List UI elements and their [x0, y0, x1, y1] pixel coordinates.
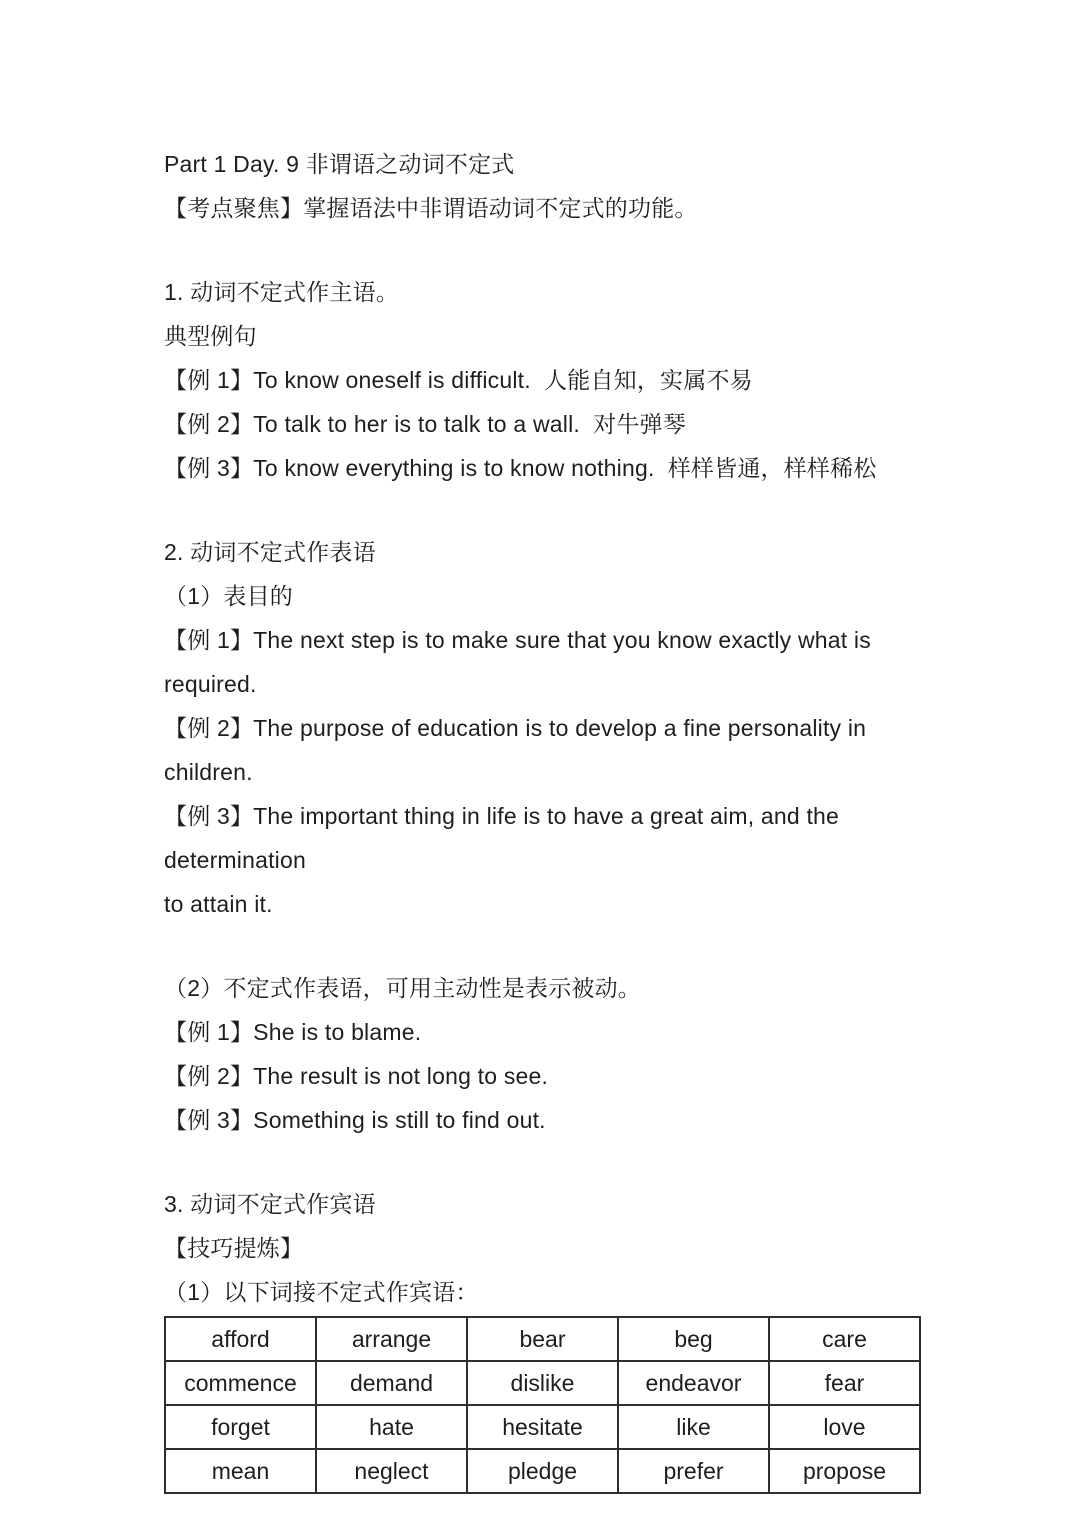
verb-cell: mean [165, 1449, 316, 1493]
verb-cell: prefer [618, 1449, 769, 1493]
verb-table-row [165, 1317, 920, 1361]
verb-cell: neglect [316, 1449, 467, 1493]
verb-table-row [165, 1449, 920, 1493]
verb-cell: bear [467, 1317, 618, 1361]
verb-cell: endeavor [618, 1361, 769, 1405]
verb-table-row [165, 1361, 920, 1405]
verb-cell: forget [165, 1405, 316, 1449]
s1-example-2: 【例 2】To talk to her is to talk to a wall. 对牛弹琴 [164, 411, 686, 437]
verb-cell: demand [316, 1361, 467, 1405]
document-content [164, 142, 921, 1494]
section-1-heading: 1. 动词不定式作主语。 [164, 279, 399, 305]
s2-sub1-heading: （1）表目的 [164, 583, 293, 609]
verb-cell: afford [165, 1317, 316, 1361]
verb-cell: commence [165, 1361, 316, 1405]
verb-cell: like [618, 1405, 769, 1449]
s2-sub1-example-2: 【例 2】The purpose of education is to develop a fine personality in children. [164, 715, 873, 785]
verb-cell: hate [316, 1405, 467, 1449]
verb-cell: care [769, 1317, 920, 1361]
verb-cell: hesitate [467, 1405, 618, 1449]
s1-example-3: 【例 3】To know everything is to know nothing. 样样皆通，样样稀松 [164, 455, 877, 481]
verb-cell: love [769, 1405, 920, 1449]
skill-tip-label: 【技巧提炼】 [164, 1235, 304, 1261]
s2-sub2-heading: （2）不定式作表语，可用主动性是表示被动。 [164, 975, 641, 1001]
section-2-heading: 2. 动词不定式作表语 [164, 539, 376, 565]
typical-examples-label: 典型例句 [164, 323, 257, 349]
doc-title: Part 1 Day. 9 非谓语之动词不定式 [164, 151, 515, 177]
verb-cell: pledge [467, 1449, 618, 1493]
verb-cell: fear [769, 1361, 920, 1405]
section-3-heading: 3. 动词不定式作宾语 [164, 1191, 376, 1217]
s2-sub2-example-1: 【例 1】She is to blame. [164, 1019, 422, 1045]
s2-sub1-example-3-line-1: 【例 3】The important thing in life is to have a great aim, and the determination [164, 803, 846, 873]
verb-table-row [165, 1405, 920, 1449]
s2-sub1-example-1: 【例 1】The next step is to make sure that you know exactly what is required. [164, 627, 878, 697]
s2-sub2-example-2: 【例 2】The result is not long to see. [164, 1063, 549, 1089]
s1-example-1: 【例 1】To know oneself is difficult. 人能自知，实属不易 [164, 367, 753, 393]
verb-cell: beg [618, 1317, 769, 1361]
s2-sub1-example-3-line-2: to attain it. [164, 891, 273, 917]
verb-table [164, 1316, 921, 1494]
verb-cell: propose [769, 1449, 920, 1493]
s2-sub2-example-3: 【例 3】Something is still to find out. [164, 1107, 546, 1133]
verb-cell: arrange [316, 1317, 467, 1361]
exam-focus-line: 【考点聚焦】掌握语法中非谓语动词不定式的功能。 [164, 195, 698, 221]
verb-list-intro: （1）以下词接不定式作宾语： [164, 1279, 479, 1305]
verb-cell: dislike [467, 1361, 618, 1405]
